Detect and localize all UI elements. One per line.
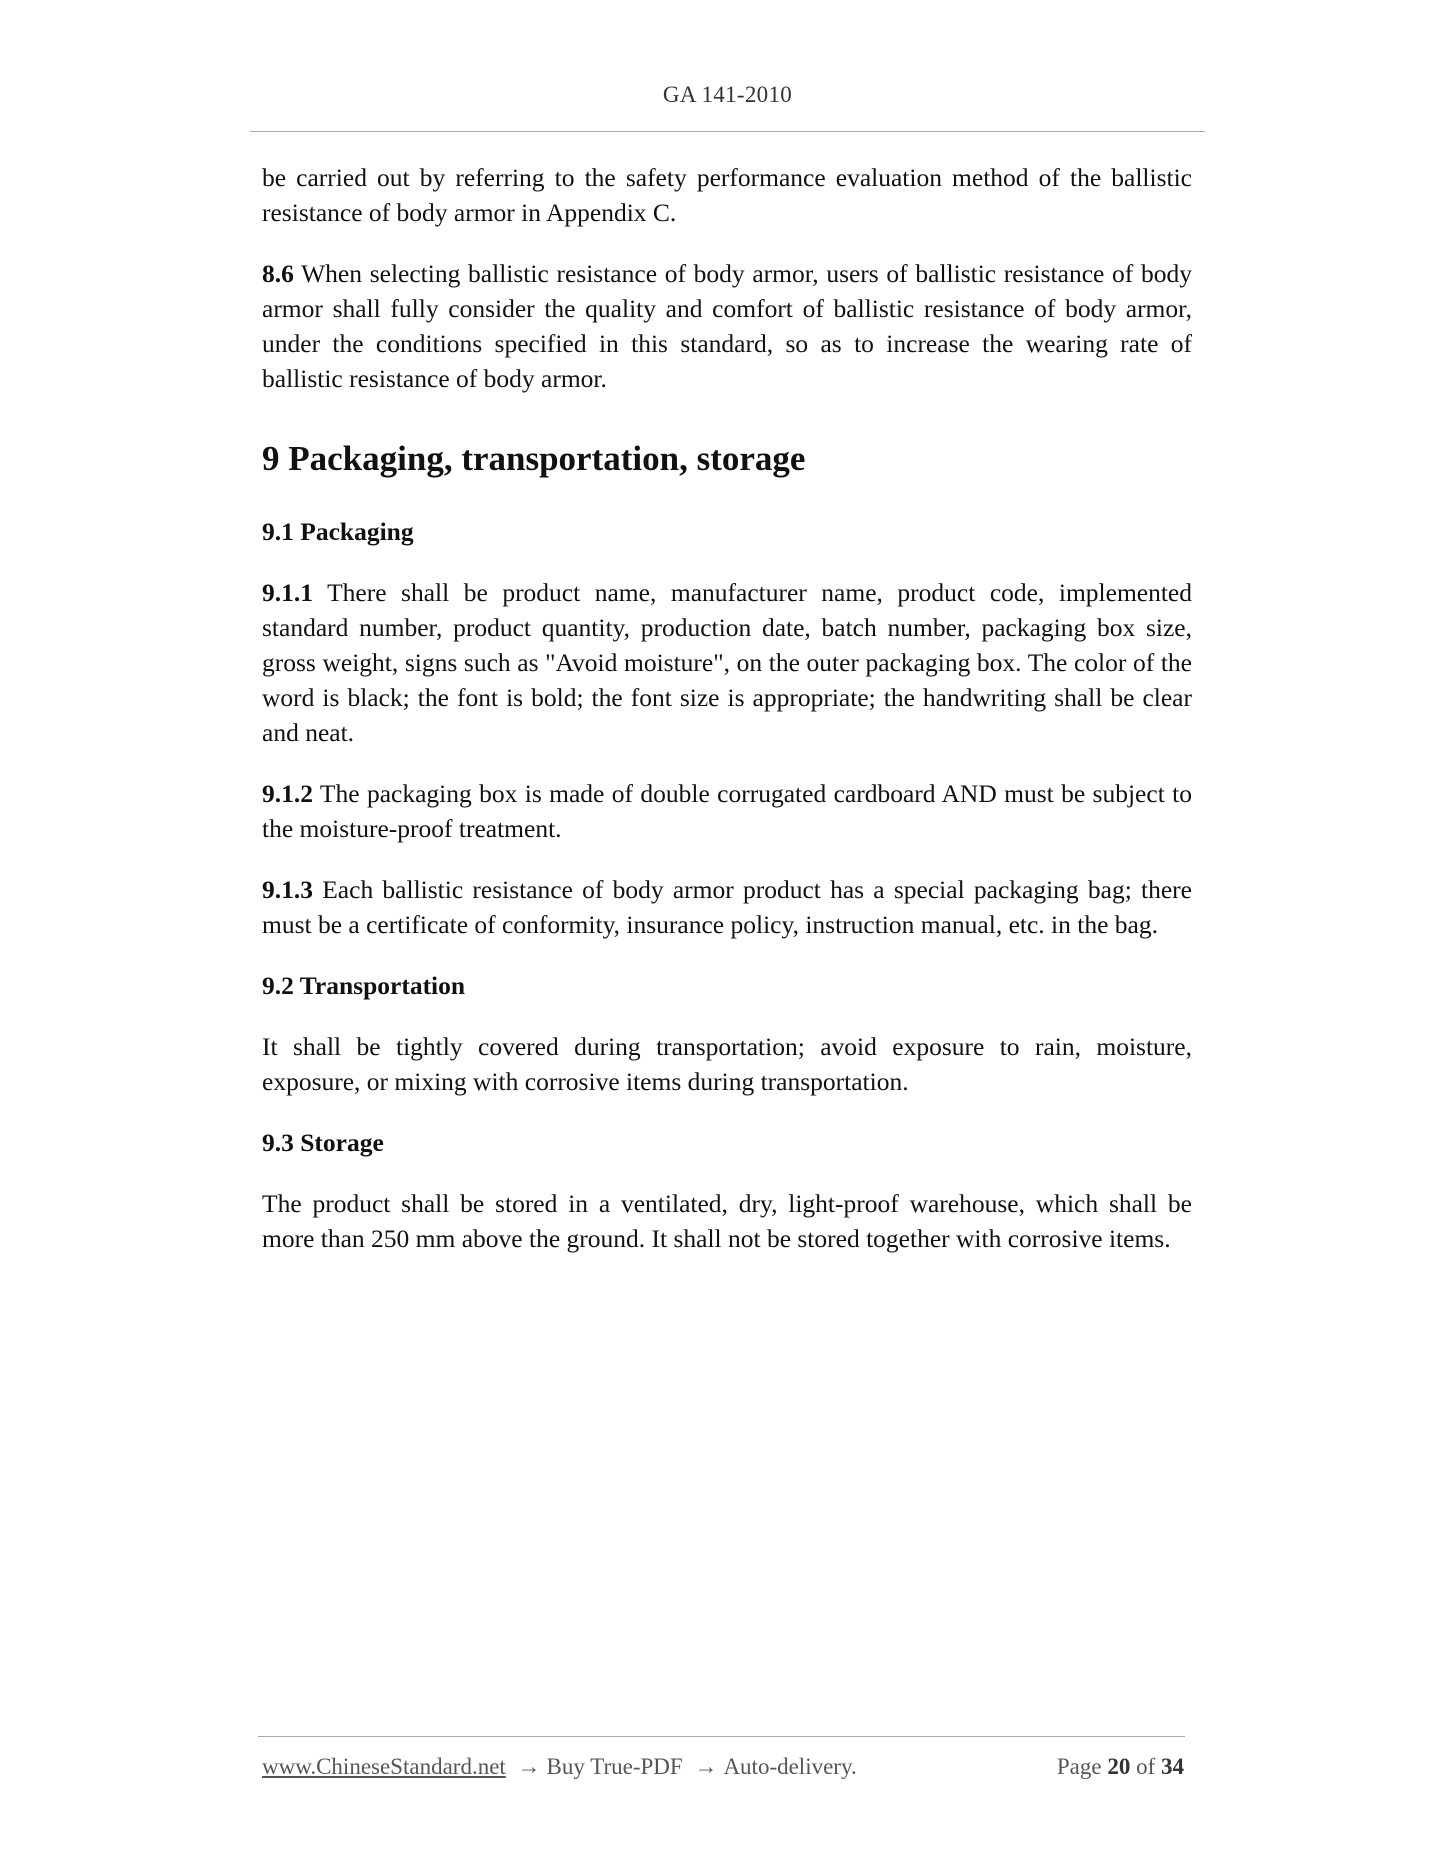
buy-pdf-text: Buy True-PDF [546, 1754, 683, 1779]
arrow-right-icon: → [517, 1754, 541, 1779]
subsection-title-9-3: 9.3 Storage [262, 1128, 384, 1157]
subsection-title-9-1: 9.1 Packaging [262, 517, 414, 546]
arrow-right-icon: → [694, 1754, 718, 1779]
paragraph-9-1-3 [262, 872, 1192, 942]
paragraph-9-1-2 [262, 776, 1192, 846]
document-body [262, 160, 1192, 1282]
page-total: 34 [1161, 1754, 1184, 1779]
clause-text-9-1-3: Each ballistic resistance of body armor product has a special packaging bag; there must be a certificate of conformity, insurance policy, instruction manual, etc. in the bag. [262, 875, 1192, 939]
clause-text-9-1-1: There shall be product name, manufacturer name, product code, implemented standard number, product quantity, production date, batch number, packaging box size, gross weight, signs such as "Avoid moisture", on the outer packaging box. The color of the word is black; the font is bold; the font size is appropriate; the handwriting shall be clear and neat. [262, 578, 1192, 747]
paragraph-9-1-1 [262, 575, 1192, 750]
section-title-9: 9 Packaging, transportation, storage [262, 439, 806, 478]
auto-delivery-text: Auto-delivery. [723, 1754, 857, 1779]
page-footer [262, 1754, 1184, 1780]
document-header-code: GA 141-2010 [662, 82, 793, 107]
site-link[interactable]: www.ChineseStandard.net [262, 1754, 506, 1779]
clause-number-9-1-3: 9.1.3 [262, 875, 313, 904]
page-label: Page [1056, 1754, 1102, 1779]
page-current: 20 [1107, 1754, 1131, 1779]
page-number [1057, 1754, 1184, 1780]
footer-divider [258, 1736, 1185, 1737]
paragraph-9-2: It shall be tightly covered during transportation; avoid exposure to rain, moisture, exposure, or mixing with corrosive items during transportation. [262, 1032, 1192, 1096]
paragraph-9-3: The product shall be stored in a ventilated, dry, light-proof warehouse, which shall be more than 250 mm above the ground. It shall not be stored together with corrosive items. [262, 1189, 1192, 1253]
clause-number-9-1-1: 9.1.1 [262, 578, 313, 607]
of-label: of [1136, 1754, 1156, 1779]
paragraph-8-6 [262, 256, 1192, 396]
clause-text-9-1-2: The packaging box is made of double corrugated cardboard AND must be subject to the moisture-proof treatment. [262, 779, 1192, 843]
clause-number-8-6: 8.6 [262, 259, 294, 288]
footer-promo [262, 1754, 857, 1780]
clause-number-9-1-2: 9.1.2 [262, 779, 313, 808]
subsection-title-9-2: 9.2 Transportation [262, 971, 466, 1000]
paragraph-intro: be carried out by referring to the safety performance evaluation method of the ballistic resistance of body armor in Appendix C. [262, 163, 1192, 227]
header-divider [250, 131, 1205, 132]
clause-text-8-6: When selecting ballistic resistance of body armor, users of ballistic resistance of body armor shall fully consider the quality and comfort of ballistic resistance of body armor, under the conditions specified in this standard, so as to increase the wearing rate of ballistic resistance of body armor. [262, 259, 1192, 393]
